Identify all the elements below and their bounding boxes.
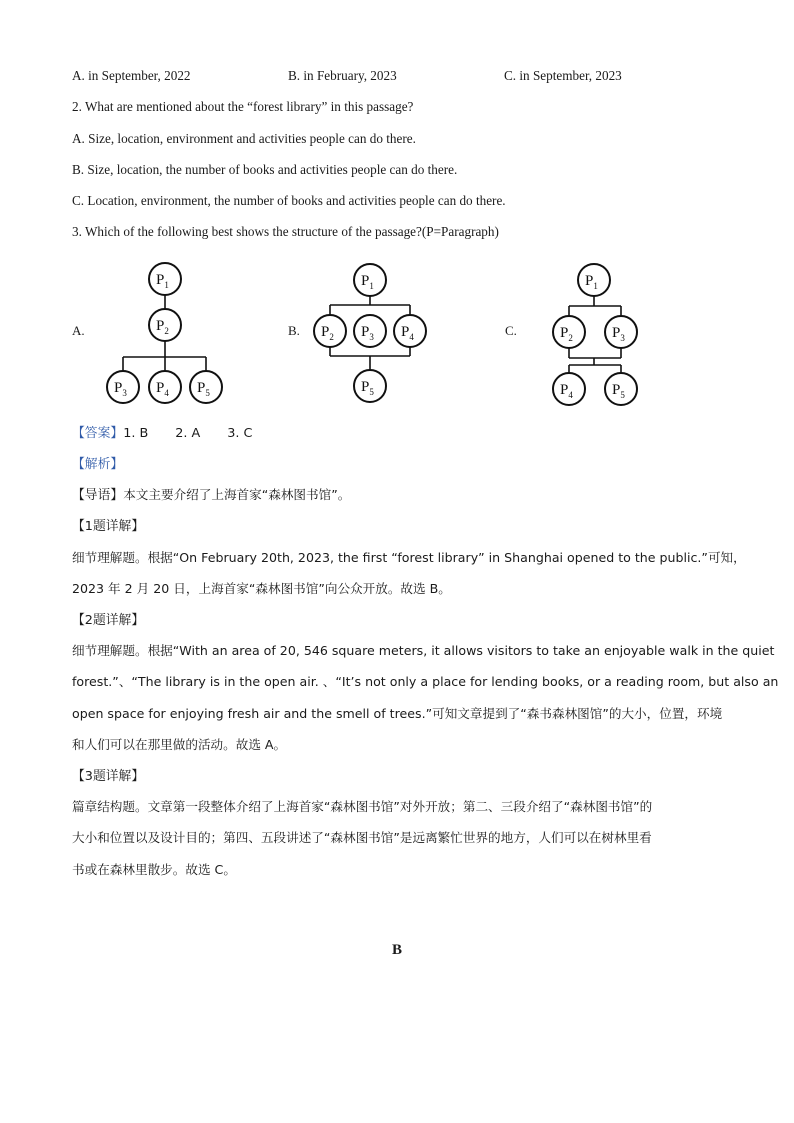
detail3-line: 篇章结构题。文章第一段整体介绍了上海首家“森林图书馆”对外开放；第二、三段介绍了“森林图书馆”的 xyxy=(72,799,653,814)
svg-text:P2: $P_2$ xyxy=(321,324,334,342)
node-p4 xyxy=(553,373,585,405)
answer-tag: 【答案】 xyxy=(72,426,124,441)
detail2-tag: 【2题详解】 xyxy=(72,613,145,628)
svg-text:P4: $P_4$ xyxy=(156,380,169,398)
detail1-line: 细节理解题。根据“On February 20th, 2023, the first “forest library” in Shanghai opened to the public.”可知， xyxy=(72,550,746,565)
q3-option-b-label: B. xyxy=(288,323,300,338)
answer-item: 2. A xyxy=(175,426,201,441)
q1-option-b: B. in February, 2023 xyxy=(288,68,397,83)
node-p2 xyxy=(553,316,585,348)
svg-text:P1: $P_1$ xyxy=(156,272,169,290)
svg-text:P1: $P_1$ xyxy=(361,273,374,291)
node-p2 xyxy=(149,309,181,341)
q1-option-c: C. in September, 2023 xyxy=(504,68,622,83)
q3-option-a-label: A. xyxy=(72,323,85,338)
svg-text:P2: $P_2$ xyxy=(560,325,573,343)
svg-text:P3: $P_3$ xyxy=(361,324,374,342)
node-p3 xyxy=(605,316,637,348)
node-p1 xyxy=(354,264,386,296)
node-p1 xyxy=(578,264,610,296)
detail3-line: 书或在森林里散步。故选 C。 xyxy=(72,862,236,877)
node-p1 xyxy=(149,263,181,295)
guide-text: 本文主要介绍了上海首家“森林图书馆”。 xyxy=(123,487,351,502)
detail3-tag: 【3题详解】 xyxy=(72,769,145,784)
q1-option-a: A. in September, 2022 xyxy=(72,68,191,83)
node-p4 xyxy=(149,371,181,403)
analysis-tag-text: 【解析】 xyxy=(72,457,124,472)
svg-text:P2: $P_2$ xyxy=(156,318,169,336)
q2-stem: 2. What are mentioned about the “forest library” in this passage? xyxy=(72,99,414,114)
detail1-tag: 【1题详解】 xyxy=(72,519,145,534)
q1-options-row xyxy=(72,68,712,86)
structure-diagram-c xyxy=(545,262,655,412)
svg-text:P4: $P_4$ xyxy=(401,324,414,342)
next-section-heading: B xyxy=(391,942,402,958)
detail2-line: forest.”、“The library is in the open air. 、“It’s not only a place for lending books, or a reading room, but also an xyxy=(72,674,779,689)
structure-diagram-b xyxy=(308,258,438,410)
svg-text:P5: $P_5$ xyxy=(197,380,210,398)
q2-option-b: B. Size, location, the number of books and activities people can do there. xyxy=(72,162,458,177)
q2-option-a: A. Size, location, environment and activities people can do there. xyxy=(72,131,416,146)
svg-text:P3: $P_3$ xyxy=(612,325,625,343)
node-p5 xyxy=(354,370,386,402)
q2-option-c: C. Location, environment, the number of books and activities people can do there. xyxy=(72,193,506,208)
node-p2 xyxy=(314,315,346,347)
detail3-line: 大小和位置以及设计目的；第四、五段讲述了“森林图书馆”是远离繁忙世界的地方，人们可以在树林里看 xyxy=(72,830,652,845)
svg-text:P4: $P_4$ xyxy=(560,382,573,400)
node-p3 xyxy=(354,315,386,347)
svg-text:P5: $P_5$ xyxy=(361,379,374,397)
node-p5 xyxy=(605,373,637,405)
svg-text:P1: $P_1$ xyxy=(585,273,598,291)
detail2-line: 细节理解题。根据“With an area of 20, 546 square meters, it allows visitors to take an enjoyable walk in the quiet xyxy=(72,643,775,658)
answer-item: 1. B xyxy=(123,426,149,441)
answer-item: 3. C xyxy=(227,426,253,441)
svg-text:P5: $P_5$ xyxy=(612,382,625,400)
guide-row xyxy=(72,484,350,503)
q3-option-c-label: C. xyxy=(505,323,517,338)
node-p4 xyxy=(394,315,426,347)
structure-diagram-a xyxy=(100,255,230,410)
answer-row xyxy=(72,422,252,441)
detail1-line: 2023 年 2 月 20 日，上海首家“森林图书馆”向公众开放。故选 B。 xyxy=(72,581,451,596)
svg-text:P3: $P_3$ xyxy=(114,380,127,398)
guide-tag: 【导语】 xyxy=(72,488,124,503)
node-p5 xyxy=(190,371,222,403)
analysis-tag xyxy=(72,453,123,472)
q3-stem: 3. Which of the following best shows the structure of the passage?(P=Paragraph) xyxy=(72,224,499,239)
detail2-line: open space for enjoying fresh air and the smell of trees.”可知文章提到了“森书森林图馆”的大小，位置，环境 xyxy=(72,706,723,721)
detail2-line: 和人们可以在那里做的活动。故选 A。 xyxy=(72,737,287,752)
node-p3 xyxy=(107,371,139,403)
